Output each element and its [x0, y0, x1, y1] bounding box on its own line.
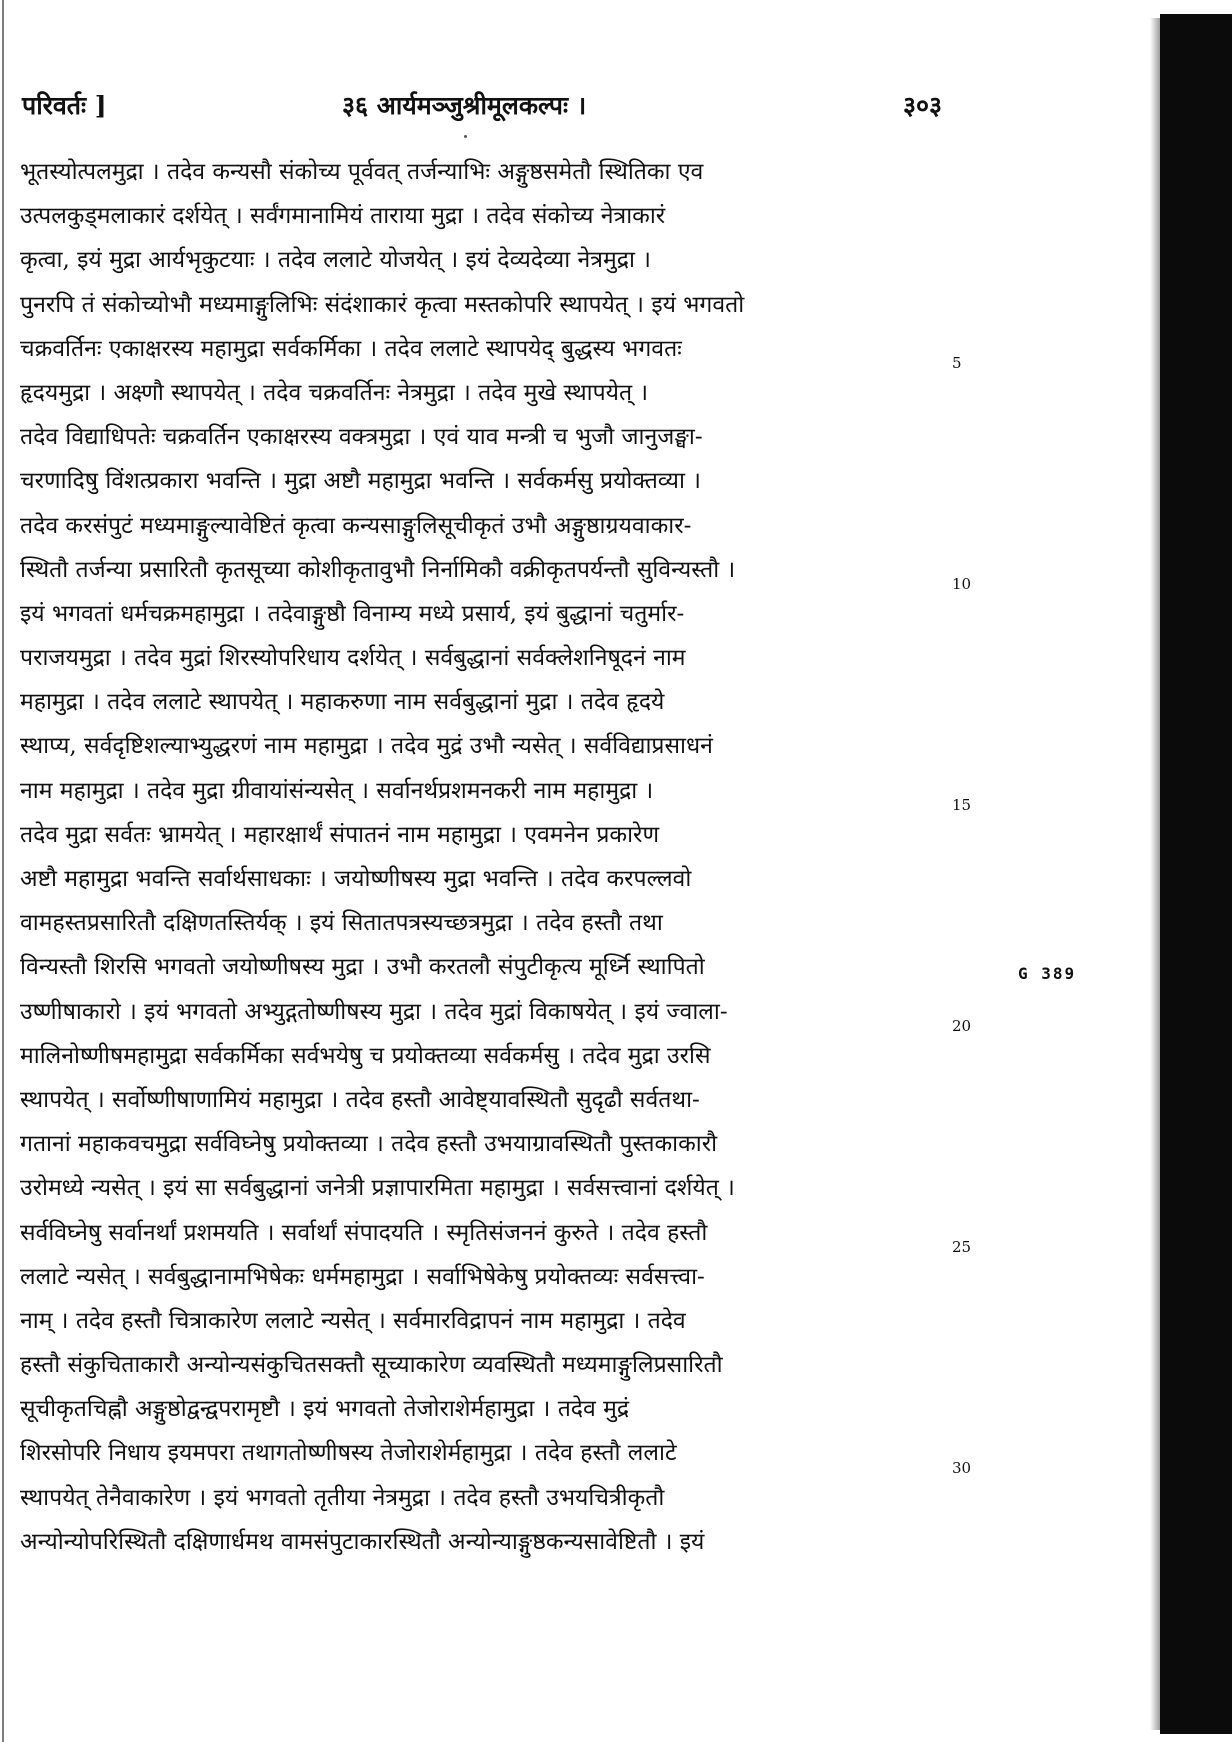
text-line: तदेव विद्याधिपतेः चक्रवर्तिन एकाक्षरस्य वक्त्रमुद्रा । एवं याव मन्त्री च भुजौ जानुजङ्घा-	[20, 424, 703, 451]
text-line: गतानां महाकवचमुद्रा सर्वविघ्नेषु प्रयोक्तव्या । तदेव हस्तौ उभयाग्रावस्थितौ पुस्तकाकारौ	[20, 1131, 718, 1158]
text-line: उत्पलकुड्मलाकारं दर्शयेत् । सर्वंगमानामियं ताराया मुद्रा । तदेव संकोच्य नेत्राकारं	[20, 203, 666, 230]
text-line: अष्टौ महामुद्रा भवन्ति सर्वार्थसाधकाः । जयोष्णीषस्य मुद्रा भवन्ति । तदेव करपल्लवो	[20, 866, 692, 892]
margin-reference: G 389	[1018, 964, 1077, 983]
text-line: तदेव मुद्रा सर्वतः भ्रामयेत् । महारक्षार्थं संपातनं नाम महामुद्रा । एवमनेन प्रकारेण	[20, 821, 660, 848]
left-page-rule	[2, 0, 4, 1742]
text-line: चरणादिषु विंशत्प्रकारा भवन्ति । मुद्रा अष्टौ महामुद्रा भवन्ति । सर्वकर्मसु प्रयोक्तव्या ।	[20, 468, 701, 495]
book-binding	[1160, 14, 1232, 1734]
page-number: ३०३	[902, 91, 942, 120]
text-line: तदेव करसंपुटं मध्यमाङ्गुल्यावेष्टितं कृत्वा कन्यसाङ्गुलिसूचीकृतं उभौ अङ्गुष्ठाग्रयवाकार-	[20, 512, 692, 539]
text-line: सूचीकृतचिह्नौ अङ्गुष्ठोद्वन्द्वपरामृष्टौ । इयं भगवतो तेजोराशेर्महामुद्रा । तदेव मुद्रं	[20, 1396, 630, 1423]
text-line: पुनरपि तं संकोच्योभौ मध्यमाङ्गुलिभिः संदंशाकारं कृत्वा मस्तकोपरि स्थापयेत् । इयं भगवतो	[20, 291, 745, 318]
text-line: पराजयमुद्रा । तदेव मुद्रां शिरस्योपरिधाय दर्शयेत् । सर्वबुद्धानां सर्वक्लेशनिषूदनं नाम	[20, 645, 686, 672]
text-body	[20, 150, 972, 1564]
text-line: अन्योन्योपरिस्थितौ दक्षिणार्धमथ वामसंपुटाकारस्थितौ अन्योन्याङ्गुष्ठकन्यसावेष्टितौ । इयं	[20, 1528, 705, 1555]
chapter-title: ३६ आर्यमञ्जुश्रीमूलकल्पः ।	[342, 91, 587, 120]
text-line: मालिनोष्णीषमहामुद्रा सर्वकर्मिका सर्वभयेषु च प्रयोक्तव्या सर्वकर्मसु । तदेव मुद्रा उरसि	[20, 1042, 711, 1069]
line-number: 30	[952, 1458, 972, 1477]
text-line: कृत्वा, इयं मुद्रा आर्यभृकुटयाः । तदेव ललाटे योजयेत् । इयं देव्यदेव्या नेत्रमुद्रा ।	[20, 247, 651, 274]
text-line: ललाटे न्यसेत् । सर्वबुद्धानामभिषेकः धर्ममहामुद्रा । सर्वाभिषेकेषु प्रयोक्तव्यः सर्वसत्त्वा-	[20, 1263, 705, 1290]
line-number: 5	[952, 353, 962, 372]
text-line: उरोमध्ये न्यसेत् । इयं सा सर्वबुद्धानां जनेत्री प्रज्ञापारमिता महामुद्रा । सर्वसत्त्वानां दर्शयेत् ।	[20, 1175, 735, 1202]
text-line: सर्वविघ्नेषु सर्वानर्थां प्रशमयति । सर्वार्थां संपादयति । स्मृतिसंजननं कुरुते । तदेव हस्तौ	[20, 1219, 708, 1246]
text-line: इयं भगवतां धर्मचक्रमहामुद्रा । तदेवाङ्गुष्ठौ विनाम्य मध्ये प्रसार्य, इयं बुद्धानां चतुर्मार-	[20, 600, 685, 627]
line-number: 25	[952, 1237, 972, 1256]
line-number: 10	[952, 574, 972, 593]
text-line: शिरसोपरि निधाय इयमपरा तथागतोष्णीषस्य तेजोराशेर्महामुद्रा । तदेव हस्तौ ललाटे	[20, 1440, 677, 1467]
text-line: वामहस्तप्रसारितौ दक्षिणतस्तिर्यक् । इयं सितातपत्रस्यच्छत्रमुद्रा । तदेव हस्तौ तथा	[20, 910, 663, 937]
line-number: 15	[952, 795, 972, 814]
text-line: स्थापयेत् तेनैवाकारेण । इयं भगवतो तृतीया नेत्रमुद्रा । तदेव हस्तौ उभयचित्रीकृतौ	[20, 1484, 665, 1511]
text-line: नाम महामुद्रा । तदेव मुद्रा ग्रीवायांसंन्यसेत् । सर्वानर्थप्रशमनकरी नाम महामुद्रा ।	[20, 777, 654, 804]
text-line: नाम् । तदेव हस्तौ चित्राकारेण ललाटे न्यसेत् । सर्वमारविद्रापनं नाम महामुद्रा । तदेव	[20, 1307, 686, 1334]
text-line: स्थाप्य, सर्वदृष्टिशल्याभ्युद्धरणं नाम महामुद्रा । तदेव मुद्रं उभौ न्यसेत् । सर्वविद्याप्रसाधनं	[20, 733, 713, 760]
text-line: स्थापयेत् । सर्वोष्णीषाणामियं महामुद्रा । तदेव हस्तौ आवेष्ट्यावस्थितौ सुदृढौ सर्वतथा-	[20, 1086, 700, 1113]
text-line: विन्यस्तौ शिरसि भगवतो जयोष्णीषस्य मुद्रा । उभौ करतलौ संपुटीकृत्य मूर्ध्नि स्थापितो	[20, 954, 705, 981]
text-line: हस्तौ संकुचिताकारौ अन्योन्यसंकुचितसक्तौ सूच्याकारेण व्यवस्थितौ मध्यमाङ्गुलिप्रसारितौ	[20, 1352, 723, 1379]
text-line: महामुद्रा । तदेव ललाटे स्थापयेत् । महाकरुणा नाम सर्वबुद्धानां मुद्रा । तदेव हृदये	[20, 689, 665, 716]
text-line: हृदयमुद्रा । अक्ष्णौ स्थापयेत् । तदेव चक्रवर्तिनः नेत्रमुद्रा । तदेव मुखे स्थापयेत् ।	[20, 379, 649, 406]
text-line: चक्रवर्तिनः एकाक्षरस्य महामुद्रा सर्वकर्मिका । तदेव ललाटे स्थापयेद् बुद्धस्य भगवतः	[20, 335, 682, 362]
text-line: उष्णीषाकारो । इयं भगवतो अभ्युद्गतोष्णीषस्य मुद्रा । तदेव मुद्रां विकाषयेत् । इयं ज्वाला-	[20, 998, 728, 1025]
page-header	[22, 88, 942, 128]
section-label: परिवर्तः ]	[22, 91, 107, 120]
text-line: स्थितौ तर्जन्या प्रसारितौ कृतसूच्या कोशीकृतावुभौ निर्नामिकौ वक्रीकृतपर्यन्तौ सुविन्यस्तौ ।	[20, 556, 736, 583]
text-line: भूतस्योत्पलमुद्रा । तदेव कन्यसौ संकोच्य पूर्ववत् तर्जन्याभिः अङ्गुष्ठसमेतौ स्थितिका एव	[20, 159, 704, 185]
line-number: 20	[952, 1016, 972, 1035]
print-speck	[464, 135, 467, 138]
